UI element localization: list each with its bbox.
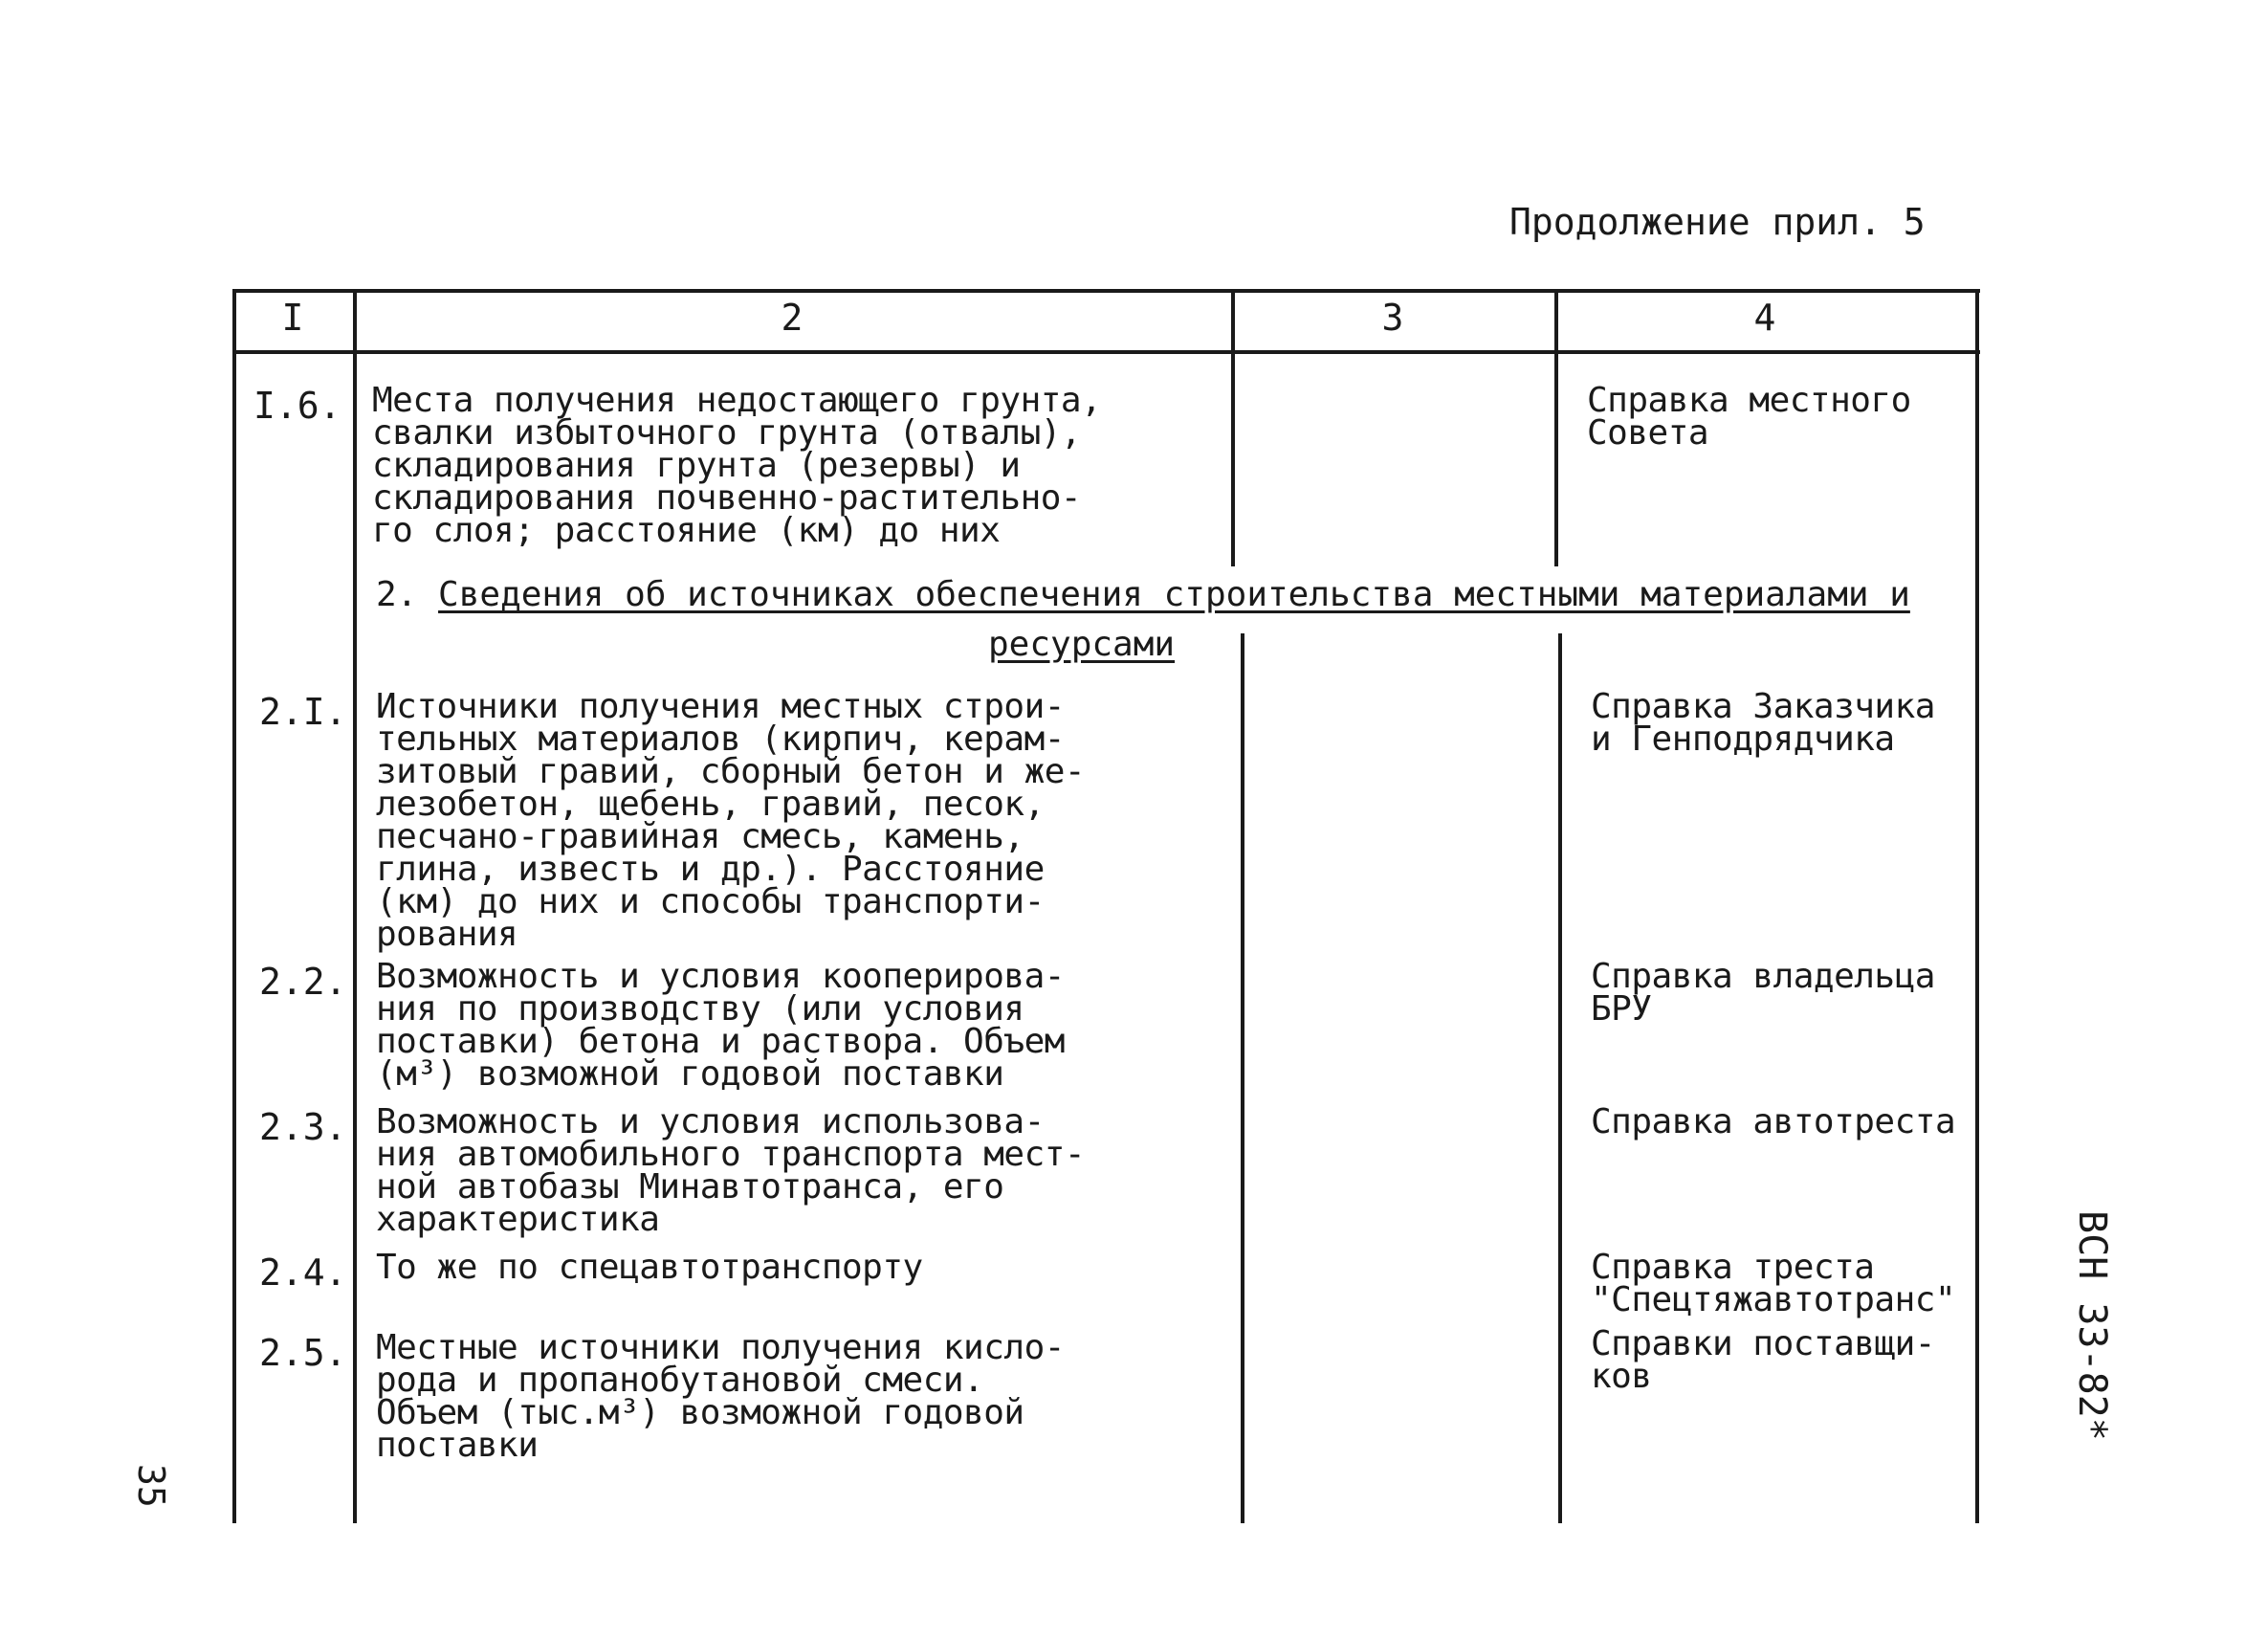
column-header-1: I: [281, 297, 304, 339]
row-number: I.6.: [253, 385, 341, 427]
row-source: Справка Заказчика и Генподрядчика: [1591, 687, 1935, 759]
section-2-title-line2: [988, 626, 1175, 664]
row-description: Возможность и условия использова- ния автомобильного транспорта мест- ной автобазы Минавтотранса, его характеристика: [376, 1102, 1086, 1239]
col1-divider: [353, 289, 357, 1523]
row-description: То же по спецавтотранспорту: [376, 1248, 923, 1287]
document-code: ВСН 33-82*: [2070, 1210, 2114, 1441]
column-header-3: 3: [1381, 297, 1404, 339]
row-description: Источники получения местных строи- тельных материалов (кирпич, керам- зитовый гравий, сборный бетон и же- лезобетон, щебень, гравий, песок, песчано-гравийная смесь, камень, глина, известь и др.). Расстояние (км) до них и способы транспорти- рования: [376, 687, 1086, 954]
column-header-4: 4: [1753, 297, 1776, 339]
row-number: 2.2.: [259, 961, 347, 1003]
row-source: Справка автотреста: [1591, 1102, 1956, 1141]
right-border: [1975, 289, 1979, 1523]
column-header-2: 2: [781, 297, 804, 339]
col2-divider-bottom: [1241, 633, 1244, 1523]
row-description: Местные источники получения кисло- рода и пропанобутановой смеси. Объем (тыс.м³) возможной годовой поставки: [376, 1328, 1065, 1465]
section-title-text: Сведения об источниках обеспечения строительства местными материалами и: [438, 575, 1910, 614]
row-number: 2.4.: [259, 1251, 347, 1294]
left-border: [232, 289, 236, 1523]
requirements-table: [232, 289, 1980, 1523]
page-number: 35: [130, 1464, 172, 1508]
row-number: 2.5.: [259, 1332, 347, 1374]
header-bottom-border: [232, 350, 1980, 354]
row-number: 2.I.: [259, 691, 347, 733]
section-title-continuation: ресурсами: [988, 625, 1176, 664]
row-description: Места получения недостающего грунта, свалки избыточного грунта (отвалы), складирования грунта (резервы) и складирования почвенно-растительно- го слоя; расстояние (км) до них: [372, 381, 1102, 550]
section-2-title-line1: [376, 576, 1910, 614]
row-source: Справка местного Совета: [1587, 381, 1911, 453]
section-number: 2.: [376, 575, 418, 614]
col3-divider-bottom: [1558, 633, 1562, 1523]
continuation-note: Продолжение прил. 5: [1509, 201, 1926, 243]
table-top-border: [232, 289, 1980, 293]
row-number: 2.3.: [259, 1106, 347, 1148]
row-description: Возможность и условия кооперирова- ния по производству (или условия поставки) бетона и раствора. Объем (м³) возможной годовой поставки: [376, 957, 1065, 1094]
row-source: Справка владельца БРУ: [1591, 957, 1935, 1029]
row-source: Справки поставщи- ков: [1591, 1324, 1935, 1396]
row-source: Справка треста "Спецтяжавтотранс": [1591, 1248, 1956, 1319]
